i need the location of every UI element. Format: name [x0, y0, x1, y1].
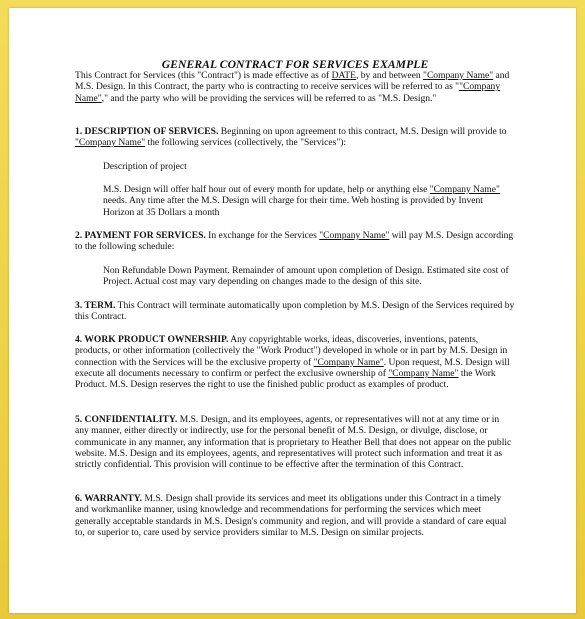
date-field: DATE	[331, 70, 356, 81]
section-text: will pay M.S. Design according to the following schedule:	[75, 230, 514, 253]
intro-text: This Contract for Services (this "Contract") is made effective as of	[75, 70, 332, 81]
section-heading: 4. WORK PRODUCT OWNERSHIP.	[75, 334, 229, 345]
service-details	[103, 184, 515, 218]
intro-text: ," and the party who will be providing the services will be referred to as "M.S. Design."	[101, 92, 437, 104]
project-description: Description of project	[103, 161, 187, 172]
section-text: Beginning on upon agreement to this contract, M.S. Design will provide to	[218, 126, 507, 137]
section-description-of-services	[75, 126, 515, 149]
section-text: M.S. Design will offer half hour out of every month for update, help or anything else	[103, 184, 430, 195]
section-payment-for-services	[75, 230, 515, 253]
section-text: This Contract will terminate automatically upon completion by M.S. Design of the Services required by this Contract.	[75, 300, 515, 323]
document-page	[9, 8, 576, 613]
section-text: In exchange for the Services	[205, 230, 320, 241]
section-heading: 5. CONFIDENTIALITY.	[75, 414, 178, 425]
company-name-field: "Company Name"	[75, 81, 501, 104]
section-text: the Work Product. M.S. Design reserves the right to use the finished public product as examples of product.	[75, 367, 496, 391]
page-title: GENERAL CONTRACT FOR SERVICES EXAMPLE	[161, 58, 429, 71]
intro-paragraph	[75, 70, 515, 104]
section-text: M.S. Design shall provide its services and meet its obligations under this Contract in a timely and workmanlike manner, using knowledge and recommendations for performing the services which meet generally acceptable standards in M.S. Design's community and region, and will provide a standard of care equal to, or superior to, care used by service providers similar to M.S. Design on similar projects.	[75, 493, 507, 538]
company-name-field: "Company Name"	[429, 184, 500, 195]
section-heading: 3. TERM.	[75, 300, 116, 311]
section-heading: 2. PAYMENT FOR SERVICES.	[75, 230, 206, 241]
company-name-field: "Company Name"	[388, 367, 459, 379]
section-heading: 6. WARRANTY.	[75, 493, 143, 504]
section-warranty	[75, 493, 515, 538]
intro-text: and M.S. Design. In this Contract, the party who is contracting to receive services will be referred to as "	[75, 70, 510, 93]
section-text: M.S. Design, and its employees, agents, or representatives will not at any time or in any manner, either directly or indirectly, use for the personal benefit of M.S. Design, or divulge, disclose, or communicate in any manner, any information that is proprietary to Heather Bell that does not appear on the public website. M.S. Design and its employees, agents, and representatives will protect such information and treat it as strictly confidential. This provision will continue to be effective after the termination of this Contract.	[75, 414, 512, 471]
company-name-field: "Company Name"	[75, 137, 146, 149]
payment-schedule: Non Refundable Down Payment. Remainder of amount upon completion of Design. Estimated site cost of Project. Actual cost may vary depending on changes made to the design of this site.	[103, 265, 509, 288]
section-text: the following services (collectively, the "Services"):	[145, 137, 347, 149]
section-work-product-ownership	[75, 334, 515, 390]
section-heading: 1. DESCRIPTION OF SERVICES.	[75, 126, 219, 137]
company-name-field: "Company Name"	[313, 356, 384, 368]
company-name-field: "Company Name"	[423, 70, 494, 81]
section-text: Any copyrightable works, ideas, discoveries, inventions, patents, products, or other information (collectively the "Work Product") developed in whole or in part by M.S. Design in connection with the Services will be the exclusive property of	[75, 334, 508, 368]
section-text: . Upon request, M.S. Design will execute all documents necessary to confirm or perfect the exclusive ownership of	[75, 356, 510, 379]
intro-text: , by and between	[355, 70, 424, 81]
section-confidentiality	[75, 414, 515, 470]
company-name-field: "Company Name"	[319, 230, 390, 241]
section-text: needs. Any time after the M.S. Design will charge for their time. Web hosting is provided by Invent Horizon at 35 Dollars a month	[103, 195, 483, 218]
section-term	[75, 300, 515, 323]
